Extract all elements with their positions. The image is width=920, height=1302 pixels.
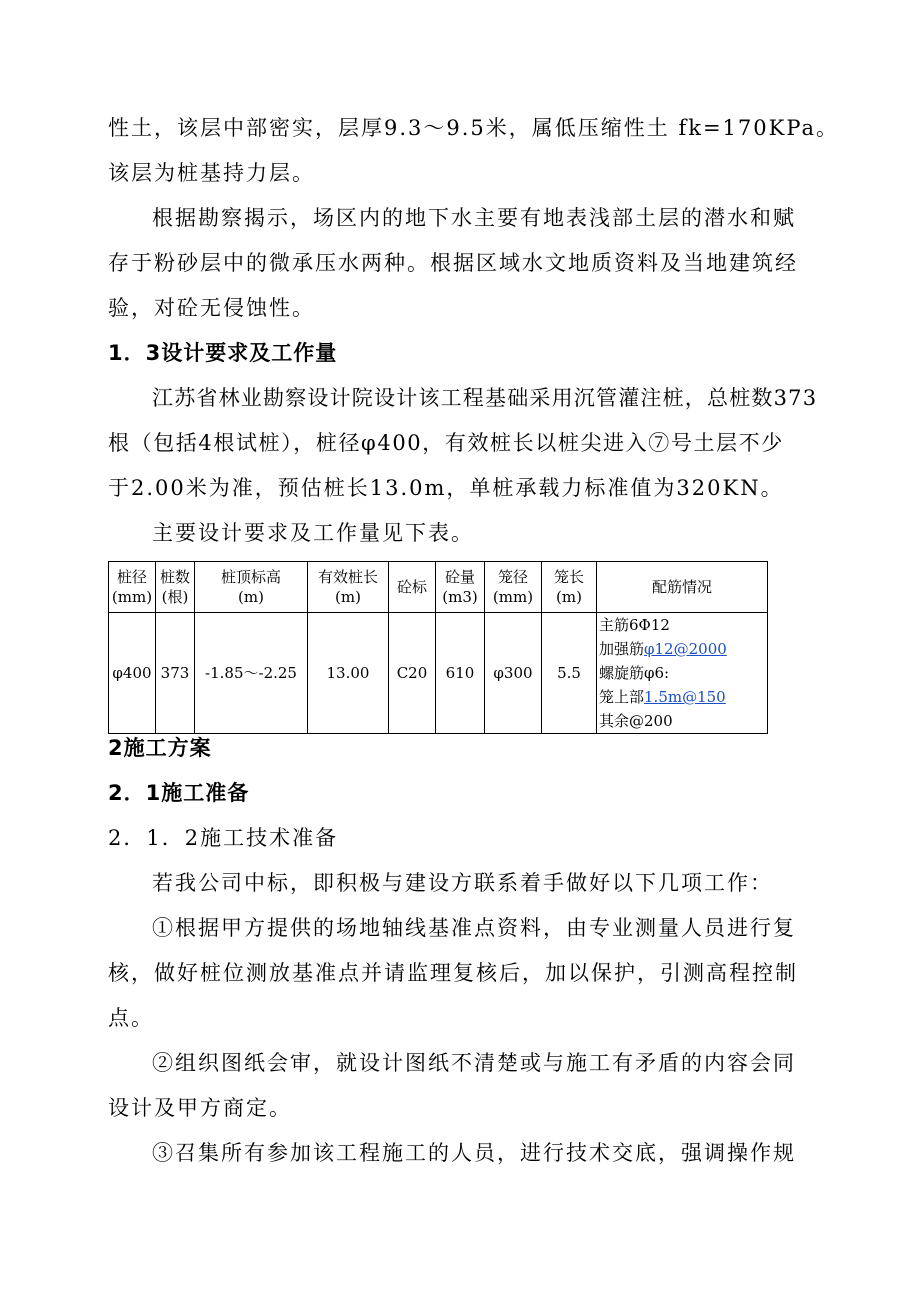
paragraph-line: 点。 (108, 1006, 154, 1030)
paragraph-line: 若我公司中标，即积极与建设方联系着手做好以下几项工作： (152, 871, 773, 895)
paragraph-line: 根（包括4根试桩），桩径φ400，有效桩长以桩尖进入⑦号土层不少 (108, 431, 784, 455)
table-cell: φ400 (109, 613, 156, 734)
paragraph-line: 该层为桩基持力层。 (108, 161, 315, 185)
table-header-row (109, 562, 768, 613)
paragraph-line: ③召集所有参加该工程施工的人员，进行技术交底，强调操作规 (152, 1141, 796, 1165)
table-header-cell: 笼长 (m) (542, 562, 597, 613)
section-heading-2-1: 2．1施工准备 (108, 781, 250, 805)
paragraph-line: 存于粉砂层中的微承压水两种。根据区域水文地质资料及当地建筑经 (108, 251, 798, 275)
table-header-cell: 桩顶标高 (m) (195, 562, 308, 613)
section-heading-1-3: 1．3设计要求及工作量 (108, 341, 338, 365)
rebar-upper: 笼上部1.5m@150 (599, 688, 726, 706)
design-requirements-table (108, 561, 768, 734)
rebar-strengthen: 加强筋φ12@2000 (599, 640, 727, 658)
section-heading-2: 2施工方案 (108, 736, 212, 760)
paragraph-line: 江苏省林业勘察设计院设计该工程基础采用沉管灌注桩，总桩数373 (152, 386, 818, 410)
table-row (109, 613, 768, 734)
rebar-cell (597, 613, 768, 734)
rebar-rest: 其余@200 (599, 712, 673, 730)
section-heading-2-1-2: 2．1．2施工技术准备 (108, 826, 339, 850)
rebar-main: 主筋6Φ12 (599, 616, 670, 634)
table-cell: 373 (156, 613, 195, 734)
paragraph-line: 于2.00米为准，预估桩长13.0m，单桩承载力标准值为320KN。 (108, 476, 784, 500)
table-header-cell: 配筋情况 (597, 562, 768, 613)
paragraph-line: 验，对砼无侵蚀性。 (108, 296, 315, 320)
table-header-cell: 砼标 (389, 562, 436, 613)
paragraph-line: ②组织图纸会审，就设计图纸不清楚或与施工有矛盾的内容会同 (152, 1051, 796, 1075)
table-header-cell: 桩数 (根) (156, 562, 195, 613)
paragraph-line: 根据勘察揭示，场区内的地下水主要有地表浅部土层的潜水和赋 (152, 206, 796, 230)
table-header-cell: 砼量 (m3) (436, 562, 485, 613)
table-header-cell: 桩径 (mm) (109, 562, 156, 613)
paragraph-line: 主要设计要求及工作量见下表。 (152, 521, 474, 545)
rebar-upper-link[interactable]: 1.5m@150 (644, 688, 726, 706)
table-cell: φ300 (485, 613, 542, 734)
rebar-spiral: 螺旋筋φ6: (599, 664, 670, 682)
paragraph-line: 核，做好桩位测放基准点并请监理复核后，加以保护，引测高程控制 (108, 961, 798, 985)
rebar-strengthen-link[interactable]: φ12@2000 (644, 640, 727, 658)
paragraph-line: 设计及甲方商定。 (108, 1096, 292, 1120)
table-cell: 5.5 (542, 613, 597, 734)
table-cell: -1.85～-2.25 (195, 613, 308, 734)
table-header-cell: 笼径 (mm) (485, 562, 542, 613)
table-header-cell: 有效桩长 (m) (308, 562, 389, 613)
table-cell: 610 (436, 613, 485, 734)
paragraph-line: 性土，该层中部密实，层厚9.3～9.5米，属低压缩性土 fk=170KPa。 (108, 116, 840, 140)
table-cell: 13.00 (308, 613, 389, 734)
table-cell: C20 (389, 613, 436, 734)
paragraph-line: ①根据甲方提供的场地轴线基准点资料，由专业测量人员进行复 (152, 916, 796, 940)
